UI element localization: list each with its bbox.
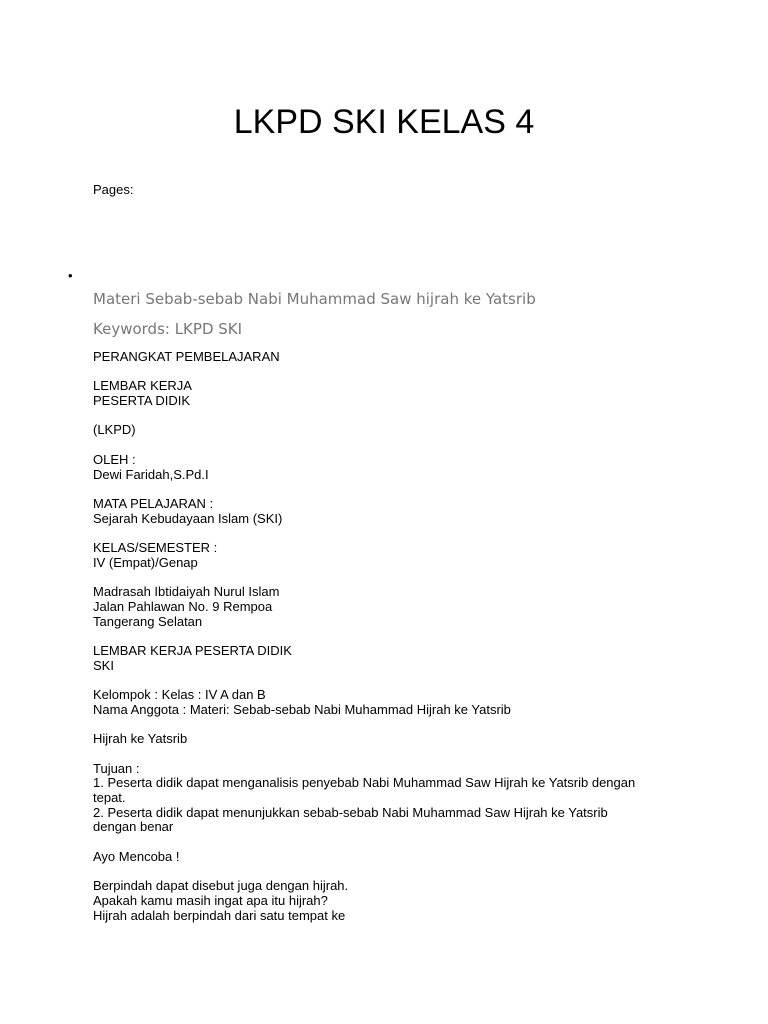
body-paragraph [93, 732, 713, 747]
body-line: PERANGKAT PEMBELAJARAN [93, 349, 280, 364]
body-line: Tujuan : [93, 760, 140, 776]
body-line: Nama Anggota : Materi: Sebab-sebab Nabi Muhammad Hijrah ke Yatsrib [93, 701, 511, 717]
body-line: SKI [93, 657, 114, 673]
body-line: Tangerang Selatan [93, 613, 203, 629]
body-paragraph [93, 879, 713, 923]
body-line: 1. Peserta didik dapat menganalisis penyebab Nabi Muhammad Saw Hijrah ke Yatsrib dengan [93, 775, 636, 791]
body-paragraph [93, 541, 713, 570]
body-line: 2. Peserta didik dapat menunjukkan sebab-sebab Nabi Muhammad Saw Hijrah ke Yatsrib [93, 804, 608, 820]
bullet-marker: • [68, 268, 73, 283]
body-paragraph [93, 423, 713, 438]
body-line: Madrasah Ibtidaiyah Nurul Islam [93, 584, 280, 600]
body-line: KELAS/SEMESTER : [93, 540, 218, 556]
body-paragraph [93, 350, 713, 365]
body-line: PESERTA DIDIK [93, 393, 191, 409]
document-title: LKPD SKI KELAS 4 [233, 103, 535, 141]
document-keywords: Keywords: LKPD SKI [93, 320, 243, 338]
body-line: LEMBAR KERJA PESERTA DIDIK [93, 642, 292, 658]
body-line: OLEH : [93, 451, 136, 467]
body-line: IV (Empat)/Genap [93, 554, 198, 570]
body-line: Ayo Mencoba ! [93, 848, 180, 864]
body-line: Apakah kamu masih ingat apa itu hijrah? [93, 892, 328, 908]
body-line: Hijrah adalah berpindah dari satu tempat ke [93, 907, 346, 923]
body-paragraph [93, 850, 713, 865]
body-line: LEMBAR KERJA [93, 378, 192, 394]
body-paragraph [93, 497, 713, 526]
body-paragraph [93, 585, 713, 629]
body-paragraph [93, 688, 713, 717]
body-line: Hijrah ke Yatsrib [93, 731, 188, 747]
body-paragraph [93, 644, 713, 673]
body-line: dengan benar [93, 819, 174, 835]
body-line: Berpindah dapat disebut juga dengan hijrah. [93, 878, 349, 894]
body-paragraph [93, 379, 713, 408]
body-line: Jalan Pahlawan No. 9 Rempoa [93, 598, 273, 614]
body-line: Kelompok : Kelas : IV A dan B [93, 687, 266, 703]
body-line: (LKPD) [93, 422, 136, 438]
body-line: MATA PELAJARAN : [93, 495, 214, 511]
body-line: Dewi Faridah,S.Pd.I [93, 466, 209, 482]
body-paragraph [93, 453, 713, 482]
document-subtitle: Materi Sebab-sebab Nabi Muhammad Saw hijrah ke Yatsrib [93, 290, 536, 308]
body-paragraph [93, 762, 713, 836]
body-line: tepat. [93, 789, 126, 805]
pages-label: Pages: [93, 182, 134, 197]
body-line: Sejarah Kebudayaan Islam (SKI) [93, 510, 283, 526]
document-body [93, 350, 713, 938]
